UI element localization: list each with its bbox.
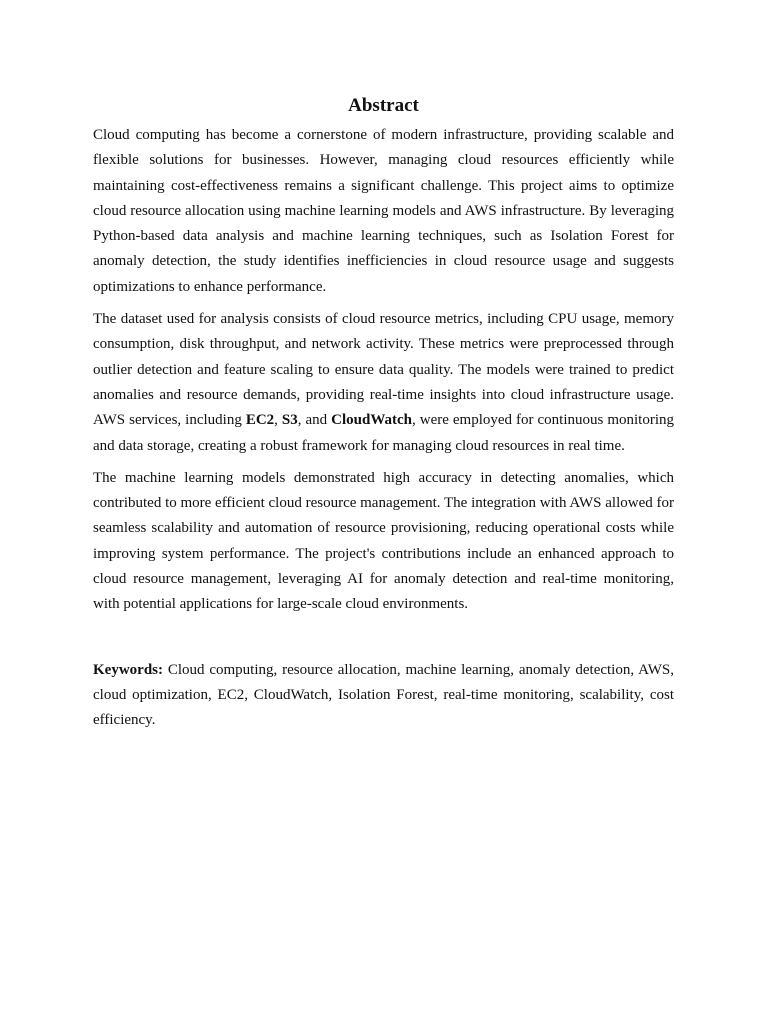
term-s3: S3	[281, 412, 298, 429]
term-ec2: EC2	[245, 412, 275, 429]
term-cloudwatch: CloudWatch	[331, 412, 413, 429]
page-title: Abstract	[348, 95, 419, 116]
keywords-label: Keywords:	[93, 661, 163, 678]
abstract-paragraph-2	[93, 307, 674, 459]
document-page	[93, 93, 674, 741]
paragraph-2-text-before: The dataset used for analysis consists of cloud resource metrics, including CPU usage, memory consumption, disk throughput, and network activity. These metrics were preprocessed through outlier detection and feature scaling to ensure data quality. The models were trained to predict anomalies and resource demands, providing real-time insights into cloud infrastructure usage. AWS services, including	[93, 311, 674, 429]
paragraph-2-separator: ,	[274, 412, 282, 429]
keywords-paragraph	[93, 658, 674, 734]
abstract-paragraph-1: Cloud computing has become a cornerstone of modern infrastructure, providing scalable and flexible solutions for businesses. However, managing cloud resources efficiently while maintaining cost-effectiveness remains a significant challenge. This project aims to optimize cloud resource allocation using machine learning models and AWS infrastructure. By leveraging Python-based data analysis and machine learning techniques, such as Isolation Forest for anomaly detection, the study identifies inefficiencies in cloud resource usage and suggests optimizations to enhance performance.	[93, 127, 674, 295]
paragraph-2-text-after: , were employed for continuous monitoring and data storage, creating a robust framework for managing cloud resources in real time.	[93, 412, 674, 454]
keywords-text: Cloud computing, resource allocation, machine learning, anomaly detection, AWS, cloud optimization, EC2, CloudWatch, Isolation Forest, real-time monitoring, scalability, cost efficiency.	[93, 661, 674, 729]
paragraph-2-separator: , and	[297, 412, 332, 429]
abstract-paragraph-3: The machine learning models demonstrated high accuracy in detecting anomalies, which contributed to more efficient cloud resource management. The integration with AWS allowed for seamless scalability and automation of resource provisioning, reducing operational costs while improving system performance. The project's contributions include an enhanced approach to cloud resource management, leveraging AI for anomaly detection and real-time monitoring, with potential applications for large-scale cloud environments.	[93, 469, 674, 613]
